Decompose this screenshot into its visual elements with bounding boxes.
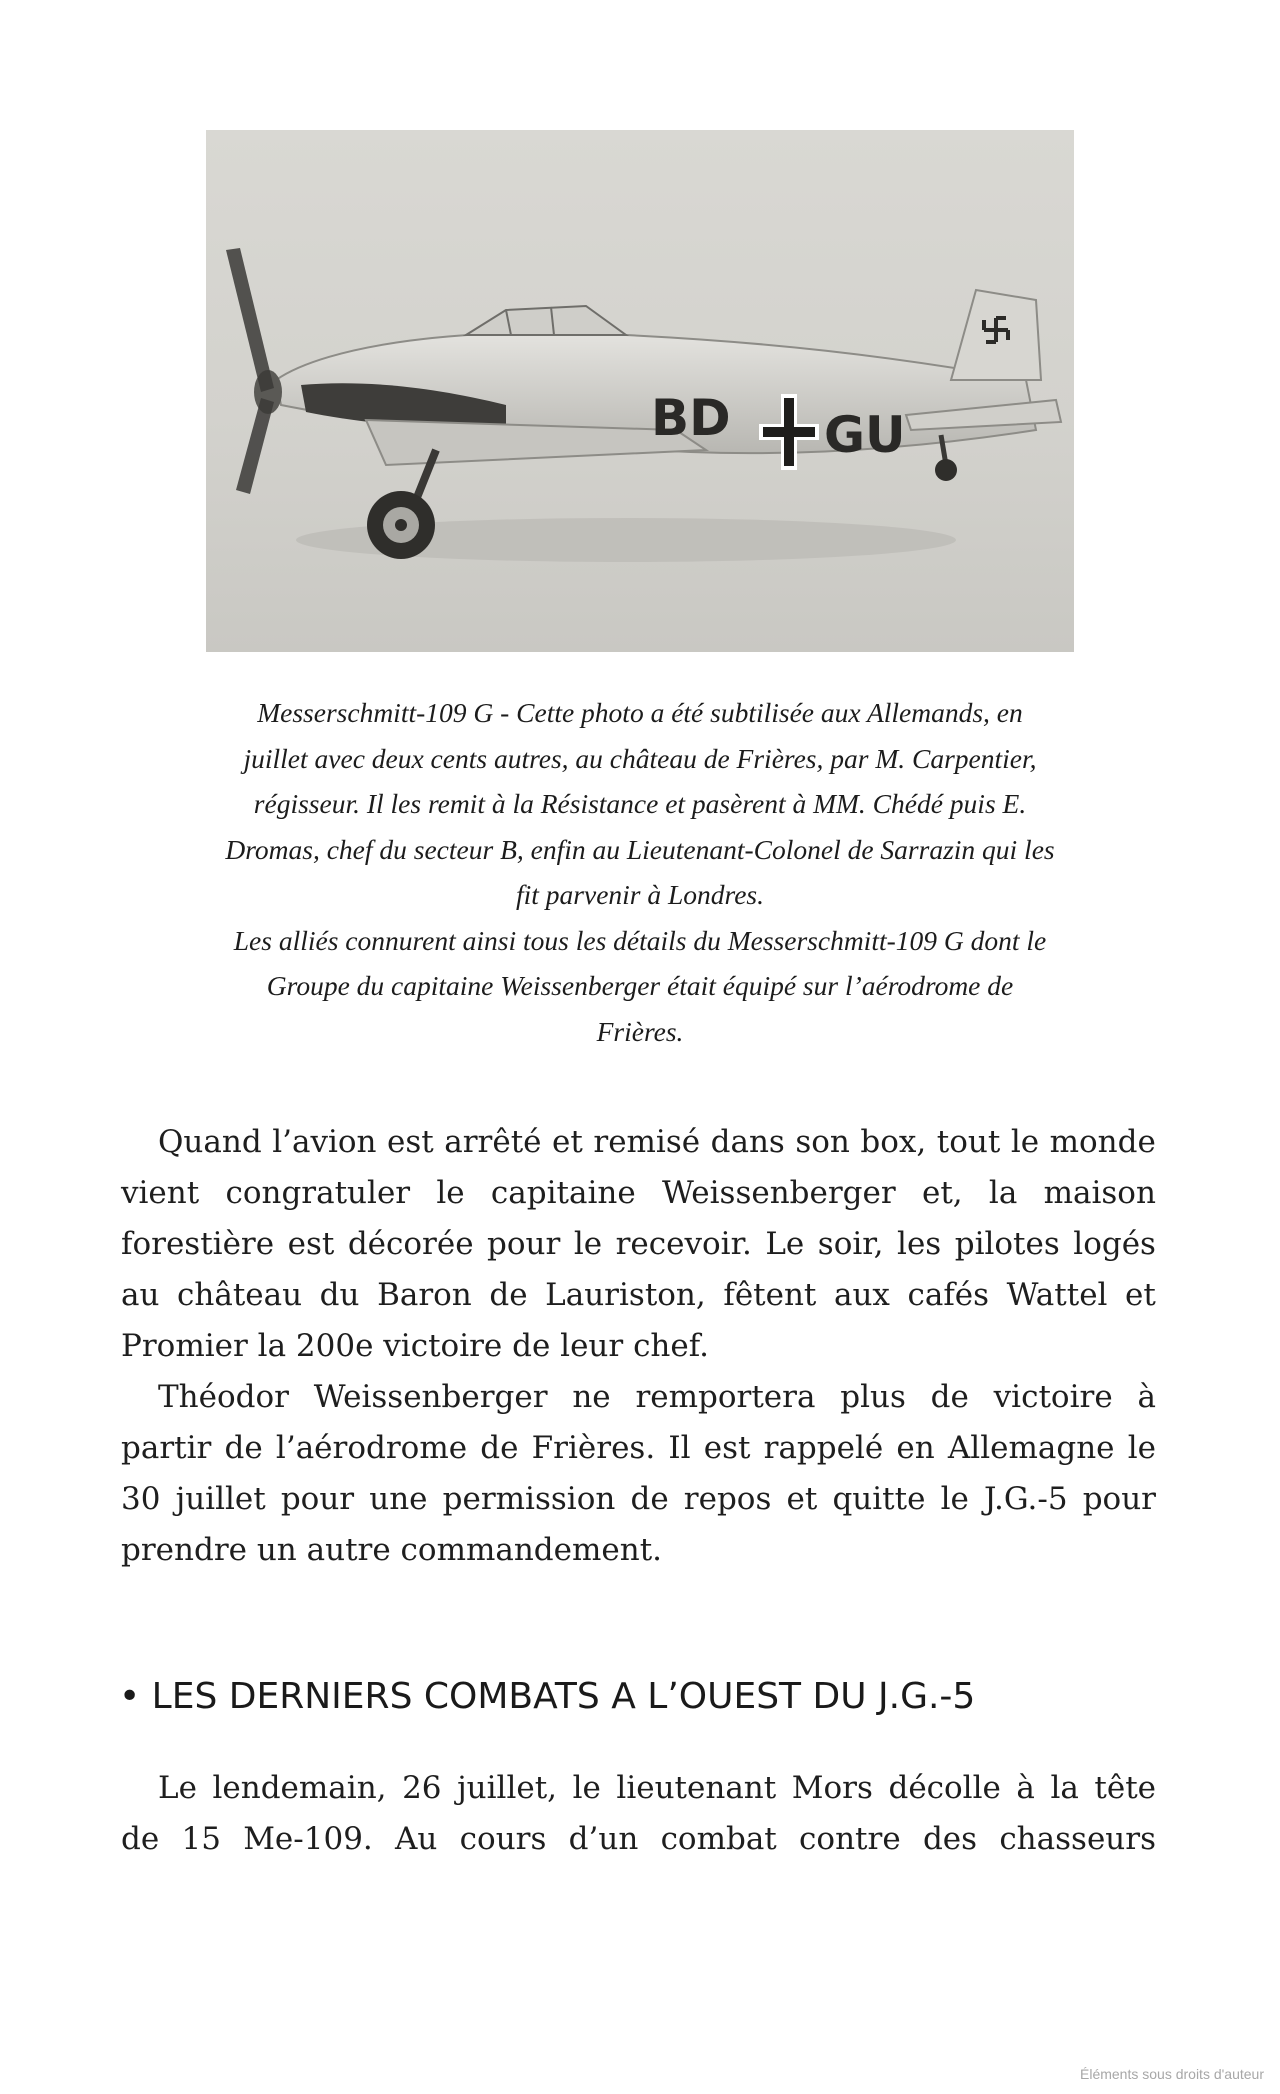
caption-line: Frières. [596,1015,684,1047]
fuselage-code-right: GU [824,406,906,464]
word: repos [683,1481,772,1517]
word: au [121,1277,160,1313]
word: est [703,1430,751,1466]
word: la [1050,1770,1079,1806]
word: et [786,1481,818,1517]
word: congratuler [225,1175,411,1211]
word: remportera [635,1379,816,1415]
text-line [121,1270,1156,1321]
word: 15 [181,1821,221,1857]
word: juillet [175,1481,266,1517]
word: de [630,1481,669,1517]
word: Il [668,1430,691,1466]
word: est [387,1124,434,1160]
word: forestière [121,1226,275,1262]
word: aux [833,1277,890,1313]
word: du [319,1277,360,1313]
text-line [121,1763,1156,1814]
word: permission [442,1481,616,1517]
word: Allemagne [947,1430,1115,1466]
word: et [1125,1277,1156,1313]
word: pilotes [954,1226,1060,1262]
word: château [177,1277,303,1313]
word: J.G.-5 [983,1481,1068,1517]
caption-line: Groupe du capitaine Weissenberger était équipé sur l’aérodrome de [266,970,1014,1001]
word: le [573,1226,603,1262]
text-line [121,1474,1156,1525]
word: Baron [377,1277,472,1313]
paragraph-2 [121,1372,1156,1576]
caption-line: Les alliés connurent ainsi tous les détails du Messerschmitt-109 G dont le [233,924,1047,956]
fuselage-code-left: BD [651,389,731,447]
word: de [930,1379,969,1415]
photo-caption [150,690,1130,1054]
word: remisé [593,1124,701,1160]
word: Lauriston, [545,1277,706,1313]
copyright-watermark: Éléments sous droits d'auteur [1080,2066,1264,2082]
text-line [121,1117,1156,1168]
word: capitaine [490,1175,636,1211]
word: décorée [347,1226,474,1262]
word: son [795,1124,850,1160]
text-line [121,1423,1156,1474]
word: vient [121,1175,200,1211]
word: le [1127,1430,1156,1466]
word: Weissenberger [661,1175,896,1211]
paragraph-3 [121,1763,1156,1865]
word: la [988,1175,1018,1211]
word: à [1137,1379,1156,1415]
text-line [121,1814,1156,1865]
word: le [940,1481,969,1517]
text-line: Promier la 200e victoire de leur chef. [121,1328,709,1364]
word: combat [660,1821,777,1857]
word: tout [936,1124,1001,1160]
word: logés [1073,1226,1156,1262]
word: Théodor [158,1379,289,1415]
word: quitte [832,1481,926,1517]
word: dans [710,1124,785,1160]
word: de [121,1821,160,1857]
caption-line: fit parvenir à Londres. [515,879,764,910]
word: lendemain, [212,1770,387,1806]
word: Frières. [531,1430,656,1466]
word: maison [1043,1175,1156,1211]
word: partir [121,1430,212,1466]
word: pour [487,1226,561,1262]
word: plus [840,1379,906,1415]
caption-line: Dromas, chef du secteur B, enfin au Lieutenant-Colonel de Sarrazin qui les [225,833,1055,865]
word: une [369,1481,428,1517]
word: Weissenberger [313,1379,548,1415]
word: le [436,1175,465,1211]
caption-line: juillet avec deux cents autres, au château de Frières, par M. Carpentier, [243,742,1037,774]
word: l’avion [272,1124,377,1160]
word: en [896,1430,935,1466]
word: cours [459,1821,547,1857]
word: d’un [568,1821,639,1857]
word: est [287,1226,335,1262]
word: Wattel [1006,1277,1108,1313]
word: Le [765,1226,805,1262]
word: Mors [791,1770,873,1806]
word: contre [799,1821,901,1857]
word: pour [1082,1481,1156,1517]
word: chasseurs [999,1821,1156,1857]
word: lieutenant [616,1770,777,1806]
word: de [224,1430,263,1466]
text-line [121,1168,1156,1219]
aircraft-photo [206,130,1074,652]
word: et, [921,1175,963,1211]
word: le [1010,1124,1040,1160]
word: les [897,1226,942,1262]
word: juillet, [457,1770,558,1806]
word: 26 [402,1770,442,1806]
word: Quand [158,1124,262,1160]
word: fêtent [723,1277,817,1313]
word: Au [395,1821,438,1857]
word: Me-109. [243,1821,373,1857]
word: des [922,1821,978,1857]
word: arrêté [444,1124,542,1160]
caption-line: Messerschmitt-109 G - Cette photo a été subtilisée aux Allemands, en [257,697,1023,728]
word: rappelé [763,1430,884,1466]
word: le [572,1770,601,1806]
word: et [552,1124,583,1160]
word: de [480,1430,519,1466]
word: décolle [888,1770,1001,1806]
word: monde [1049,1124,1156,1160]
word: pour [280,1481,355,1517]
text-line [121,1372,1156,1423]
word: Le [158,1770,197,1806]
word: cafés [907,1277,990,1313]
caption-line: régisseur. Il les remit à la Résistance et pasèrent à MM. Chédé puis E. [253,788,1027,819]
word: soir, [817,1226,884,1262]
word: box, [860,1124,927,1160]
text-line: prendre un autre commandement. [121,1532,663,1568]
word: tête [1094,1770,1156,1806]
word: 30 [121,1481,161,1517]
word: ne [572,1379,611,1415]
word: à [1016,1770,1035,1806]
word: de [489,1277,528,1313]
airplane-photo-icon [206,130,1074,652]
text-line [121,1219,1156,1270]
paragraph-1 [121,1117,1156,1372]
section-heading: • LES DERNIERS COMBATS A L’OUEST DU J.G.-5 [119,1676,976,1717]
word: victoire [993,1379,1113,1415]
word: l’aérodrome [275,1430,468,1466]
word: recevoir. [615,1226,752,1262]
